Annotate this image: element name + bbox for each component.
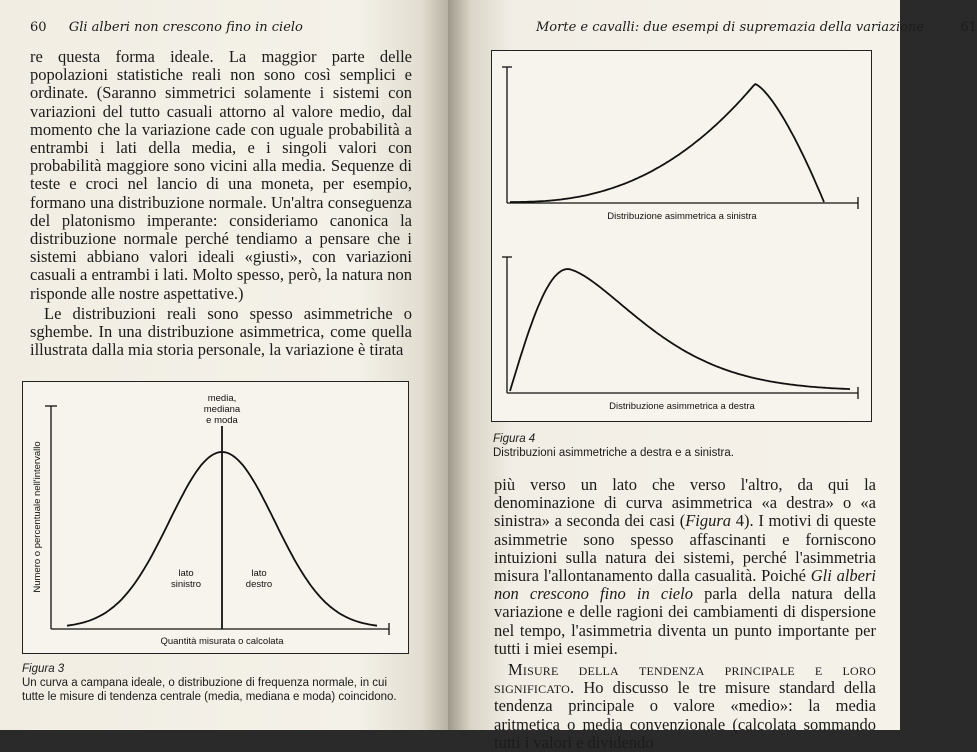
fig3-right-label-1: lato: [251, 568, 267, 579]
right-body-text: [494, 476, 876, 752]
section-heading: Misure della tendenza principale e loro significato.: [494, 660, 876, 698]
right-paragraph-1-figref: Figura: [685, 511, 732, 531]
right-paragraph-2: [494, 661, 876, 752]
fig3-center-label-3: e moda: [206, 415, 238, 426]
left-page-number: 60: [30, 20, 47, 35]
figure3-caption-text: Un curva a campana ideale, o distribuzione di frequenza normale, in cui tutte le misure di tendenza centrale (media, mediana e moda) coincidono.: [22, 677, 397, 703]
left-page-header: [30, 20, 303, 35]
figure3-label: Figura 3: [22, 663, 65, 675]
figure4-chart: [492, 51, 871, 421]
left-page: [0, 0, 448, 730]
figure4-caption: [493, 432, 873, 460]
fig3-center-label-2: mediana: [203, 404, 241, 415]
left-body-text: [30, 48, 412, 359]
fig4-left-skew-curve: [510, 84, 824, 202]
figure3-box: [22, 381, 409, 654]
figure4-box: [491, 50, 872, 422]
right-paragraph-1-title: Gli alberi non crescono fino in cielo: [494, 566, 876, 604]
right-paragraph-1: [494, 476, 876, 658]
fig3-left-label-1: lato: [178, 568, 194, 579]
figure3-caption: [22, 662, 410, 704]
left-paragraph-2: Le distribuzioni reali sono spesso asimmetriche o sghembe. In una distribuzione asimmetrica, come quella illustrata dalla mia storia personale, la variazione è tirata: [30, 303, 412, 360]
right-paragraph-1-a: più verso un lato che verso l'altro, da qui la denominazione di curva asimmetrica «a destra» o «a sinistra» a seconda dei casi (: [494, 475, 876, 531]
fig3-center-label-1: media,: [207, 393, 237, 404]
right-paragraph-2-text: Ho discusso le tre misure standard della tendenza principale o valore «medio»: la media aritmetica o media convenzionale (calcolata sommando tutti i valori e dividendo: [494, 678, 876, 752]
left-paragraph-1: re questa forma ideale. La maggior parte delle popolazioni statistiche reali non sono così semplici e ordinate. (Saranno simmetrici solamente i sistemi con variazioni del tutto casuali attorno al valore medio, dal momento che la variazione cade con uguale probabilità a entrambi i lati della media, e i singoli valori con probabilità maggiore sono vicini alla media. Sequenze di teste e croci nel lancio di una moneta, per esempio, formano una distribuzione normale. Un'altra conseguenza del platonismo imperante: consideriamo canonica la distribuzione normale perché tendiamo a pensare che i sistemi abbiano valori ideali «giusti», con variazioni casuali a entrambi i lati. Molto spesso, però, la natura non risponde alle nostre aspettative.): [30, 47, 412, 303]
left-running-head: Gli alberi non crescono fino in cielo: [68, 20, 303, 35]
fig4-right-skew-curve: [510, 269, 850, 391]
figure3-chart: [23, 382, 408, 653]
figure4-label: Figura 4: [493, 433, 536, 445]
right-page-number: 61: [960, 20, 977, 35]
figure4-caption-text: Distribuzioni asimmetriche a destra e a sinistra.: [493, 447, 734, 459]
right-running-head: Morte e cavalli: due esempi di supremazia della variazione: [536, 20, 925, 35]
right-paragraph-1-c: parla della natura della variazione e delle ragioni dei cambiamenti di dispersione nel tempo, l'asimmetria diventa un punto importante per tutti i miei esempi.: [494, 584, 876, 658]
fig4-bottom-label: Distribuzione asimmetrica a destra: [609, 401, 755, 412]
right-paragraph-1-b: 4). I motivi di queste asimmetrie sono spesso affascinanti e forniscono intuizioni sulla natura dei sistemi, perché l'asimmetria misura l'allontanamento dalla casualità. Poiché: [494, 511, 876, 586]
fig3-y-label: Numero o percentuale nell'intervallo: [32, 441, 43, 593]
fig3-x-label: Quantità misurata o calcolata: [160, 636, 284, 647]
fig3-right-label-2: destro: [245, 579, 273, 590]
fig3-left-label-2: sinistro: [170, 579, 202, 590]
right-page: [448, 0, 977, 752]
right-page-header: [536, 20, 977, 35]
fig4-top-label: Distribuzione asimmetrica a sinistra: [607, 211, 757, 222]
